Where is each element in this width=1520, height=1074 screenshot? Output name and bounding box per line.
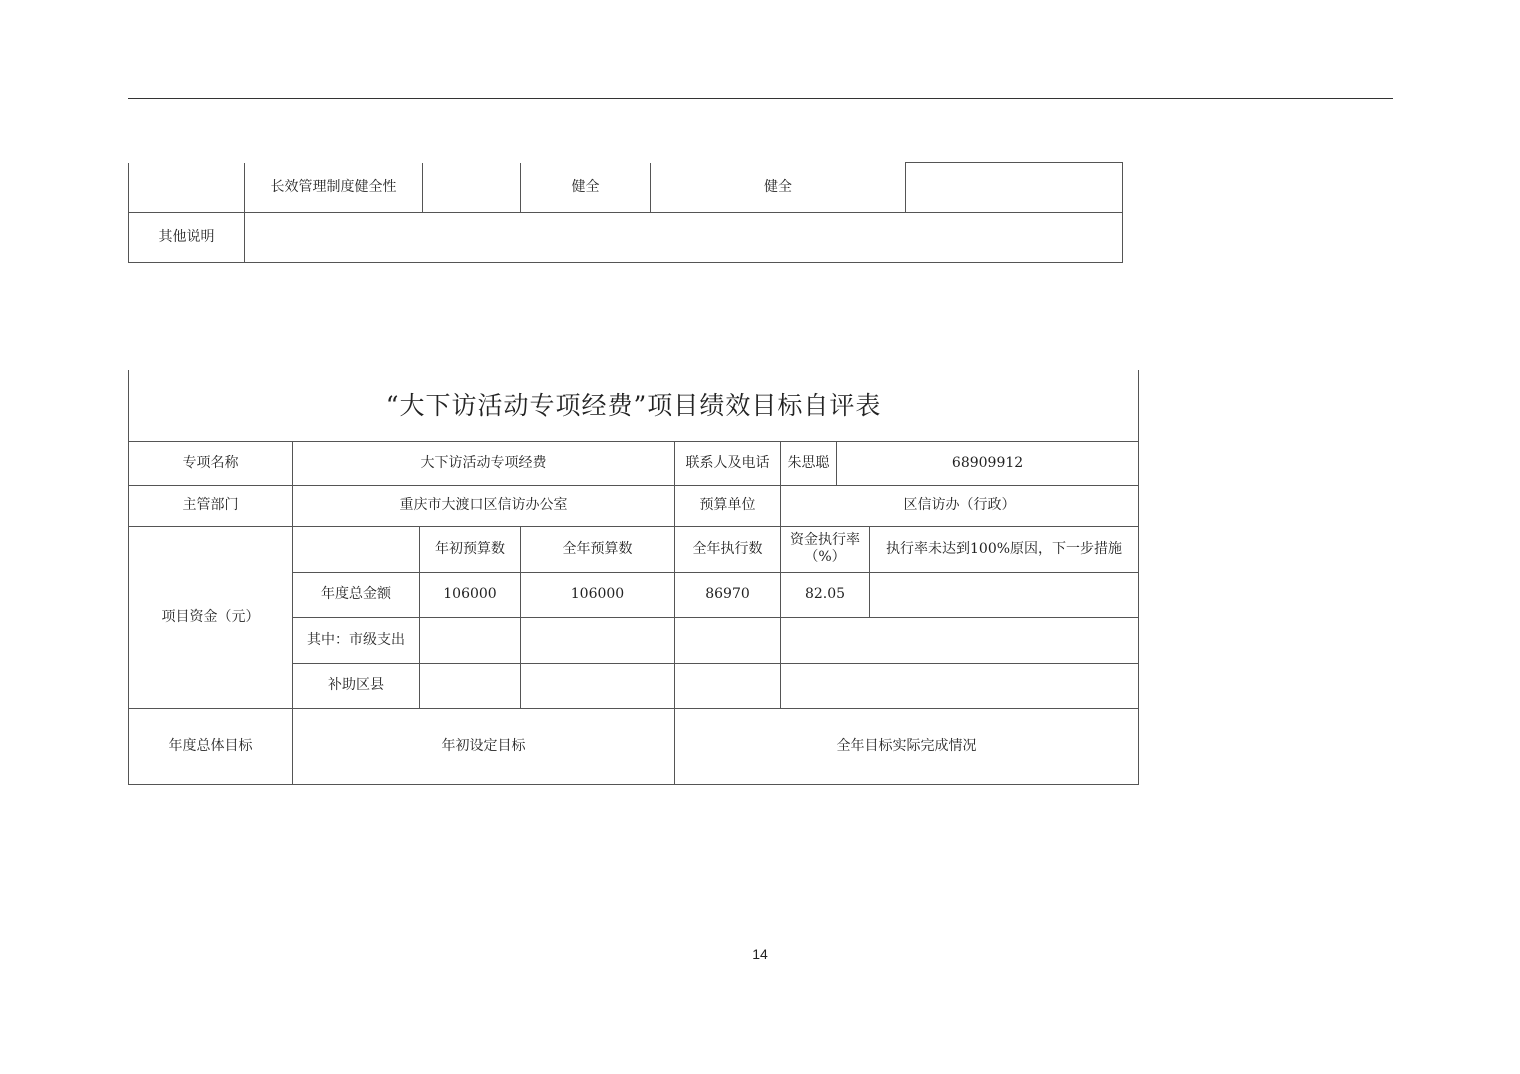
project-name-label: 专项名称 bbox=[129, 441, 293, 485]
table-row bbox=[129, 441, 1139, 485]
contact-name: 朱思聪 bbox=[781, 441, 837, 485]
goal-label: 年度总体目标 bbox=[129, 708, 293, 784]
page-number: 14 bbox=[752, 946, 768, 962]
table-row bbox=[129, 213, 1123, 263]
performance-self-evaluation-table bbox=[128, 370, 1139, 785]
dept-label: 主管部门 bbox=[129, 485, 293, 526]
empty-cell bbox=[906, 163, 1123, 213]
indicator-actual: 健全 bbox=[651, 163, 906, 213]
goal-set: 年初设定目标 bbox=[293, 708, 675, 784]
budget-unit-label: 预算单位 bbox=[675, 485, 781, 526]
city-label: 其中：市级支出 bbox=[293, 617, 420, 663]
total-initial: 106000 bbox=[420, 572, 521, 617]
col-reason: 执行率未达到100%原因，下一步措施 bbox=[870, 526, 1139, 572]
col-execution-rate: 资金执行率（%） bbox=[781, 526, 870, 572]
empty-cell bbox=[423, 163, 521, 213]
table-row bbox=[129, 526, 1139, 572]
project-name: 大下访活动专项经费 bbox=[293, 441, 675, 485]
total-rate: 82.05 bbox=[781, 572, 870, 617]
other-notes-value bbox=[245, 213, 1123, 263]
header-rule bbox=[128, 98, 1393, 99]
empty-cell bbox=[675, 617, 781, 663]
indicator-table-continuation bbox=[128, 162, 1123, 263]
col-full-budget: 全年预算数 bbox=[521, 526, 675, 572]
table-row bbox=[129, 163, 1123, 213]
empty-cell bbox=[293, 526, 420, 572]
indicator-name: 长效管理制度健全性 bbox=[245, 163, 423, 213]
empty-cell bbox=[781, 663, 1139, 708]
contact-phone: 68909912 bbox=[837, 441, 1139, 485]
table-title: “大下访活动专项经费”项目绩效目标自评表 bbox=[129, 370, 1139, 441]
empty-cell bbox=[420, 663, 521, 708]
goal-actual: 全年目标实际完成情况 bbox=[675, 708, 1139, 784]
empty-cell bbox=[675, 663, 781, 708]
table-row bbox=[129, 708, 1139, 784]
empty-cell bbox=[420, 617, 521, 663]
dept-value: 重庆市大渡口区信访办公室 bbox=[293, 485, 675, 526]
col-execution: 全年执行数 bbox=[675, 526, 781, 572]
total-reason bbox=[870, 572, 1139, 617]
budget-unit-value: 区信访办（行政） bbox=[781, 485, 1139, 526]
indicator-target: 健全 bbox=[521, 163, 651, 213]
other-notes-label: 其他说明 bbox=[129, 213, 245, 263]
empty-cell bbox=[521, 617, 675, 663]
funds-label: 项目资金（元） bbox=[129, 526, 293, 708]
empty-cell bbox=[521, 663, 675, 708]
contact-label: 联系人及电话 bbox=[675, 441, 781, 485]
empty-cell bbox=[781, 617, 1139, 663]
total-label: 年度总金额 bbox=[293, 572, 420, 617]
county-label: 补助区县 bbox=[293, 663, 420, 708]
col-initial-budget: 年初预算数 bbox=[420, 526, 521, 572]
empty-cell bbox=[129, 163, 245, 213]
total-full: 106000 bbox=[521, 572, 675, 617]
table-row bbox=[129, 485, 1139, 526]
total-exec: 86970 bbox=[675, 572, 781, 617]
